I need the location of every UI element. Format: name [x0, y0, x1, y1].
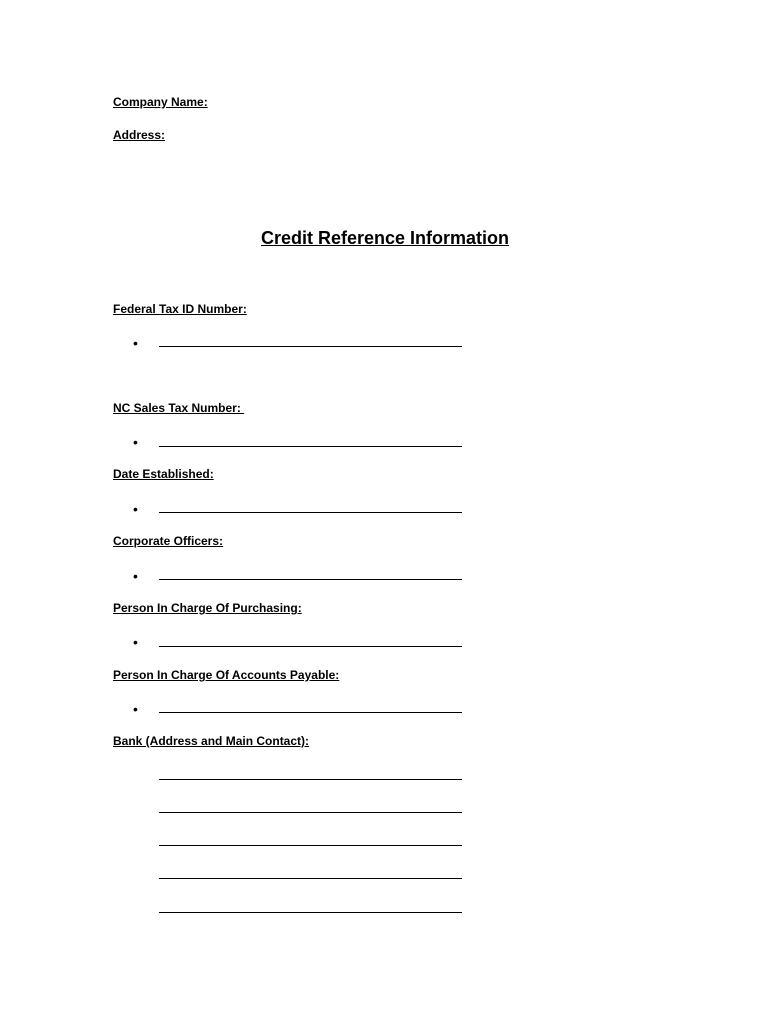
date-established-field[interactable]	[159, 512, 462, 513]
bullet-icon: •	[133, 701, 138, 717]
page-title: Credit Reference Information	[260, 228, 510, 248]
bullet-icon: •	[133, 501, 138, 517]
bank-field-line-2[interactable]	[159, 812, 462, 813]
federal-tax-id-field[interactable]	[159, 346, 462, 347]
corporate-officers-field[interactable]	[159, 579, 462, 580]
bank-field-line-3[interactable]	[159, 845, 462, 846]
bullet-icon: •	[133, 634, 138, 650]
bank-label: Bank (Address and Main Contact):	[113, 734, 310, 748]
corporate-officers-label: Corporate Officers:	[113, 534, 224, 548]
accounts-payable-contact-label: Person In Charge Of Accounts Payable:	[113, 668, 340, 682]
company-name-label: Company Name:	[113, 95, 208, 109]
bank-field-line-4[interactable]	[159, 878, 462, 879]
accounts-payable-contact-field[interactable]	[159, 712, 462, 713]
nc-sales-tax-label: NC Sales Tax Number:	[113, 401, 245, 415]
purchasing-contact-field[interactable]	[159, 646, 462, 647]
bullet-icon: •	[133, 568, 138, 584]
federal-tax-id-label: Federal Tax ID Number:	[113, 302, 247, 316]
bank-field-line-5[interactable]	[159, 912, 462, 913]
purchasing-contact-label: Person In Charge Of Purchasing:	[113, 601, 302, 615]
bank-field-line-1[interactable]	[159, 779, 462, 780]
nc-sales-tax-field[interactable]	[159, 446, 462, 447]
bullet-icon: •	[133, 335, 138, 351]
address-label: Address:	[113, 128, 166, 142]
date-established-label: Date Established:	[113, 467, 214, 481]
bullet-icon: •	[133, 434, 138, 450]
